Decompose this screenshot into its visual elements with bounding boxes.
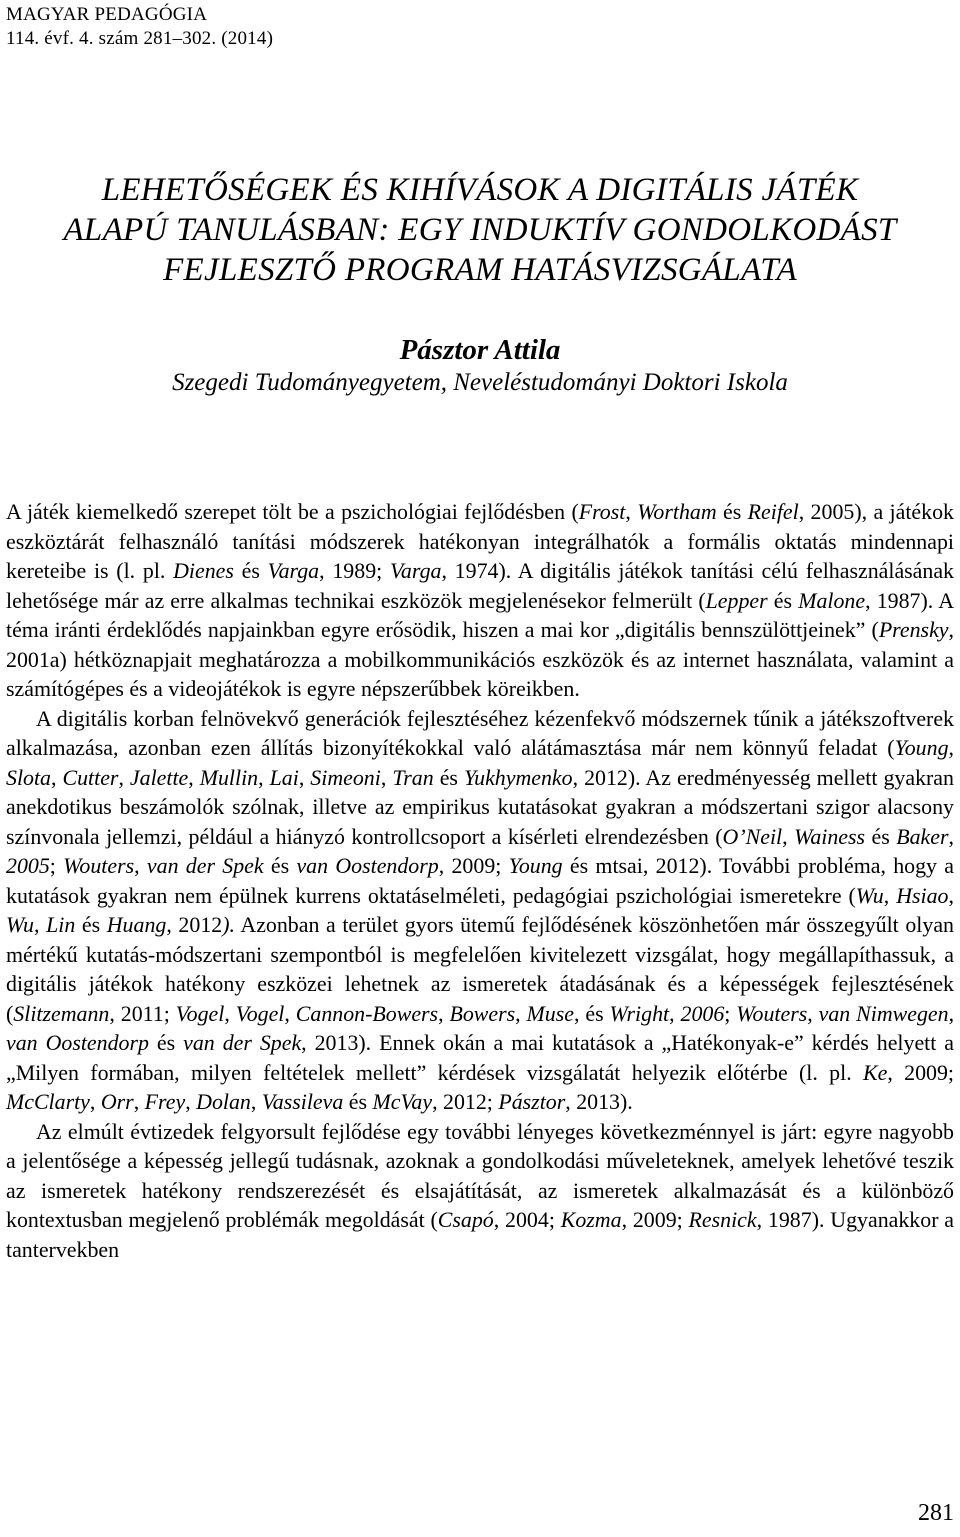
citation-author: Lepper bbox=[705, 587, 768, 613]
citation-author: Wouters bbox=[736, 1000, 808, 1026]
citation-author: Tran bbox=[392, 764, 434, 790]
citation-author: van Nimwegen bbox=[818, 1000, 949, 1026]
citation-author: Huang bbox=[106, 912, 167, 937]
citation-author: Cutter bbox=[62, 764, 119, 790]
citation-author: Baker bbox=[896, 823, 949, 849]
citation-author: Jalette bbox=[129, 764, 189, 790]
title-line: LEHETŐSÉGEK ÉS KIHÍVÁSOK A DIGITÁLIS JÁTÉK bbox=[101, 172, 859, 208]
citation-author: McClarty bbox=[6, 1089, 90, 1114]
paragraph: A digitális korban felnövekvő generációk fejlesztéséhez kézenfekvő módszernek tűnik a játékszoftverek alkalmazása, azonban ezen állítás bizonyítékokkal való alátámasztása már nem könnyű feladat (Young, Slota, Cutter, Jalette, Mullin, Lai, Simeoni, Tran és Yukhymenko, 2012). Az eredményesség mellett gyakran anekdotikus beszámolók szólnak, illetve az empirikus kutatásokat gyakran a módszertani szigor alacsony színvonala jellemzi, például a hiányzó kontrollcsoport a kísérleti elrendezésben (O’Neil, Wainess és Baker, 2005; Wouters, van der Spek és van Oostendorp, 2009; Young és mtsai, 2012). További probléma, hogy a kutatások gyakran nem épülnek kurrens oktatáselméleti, pedagógiai pszichológiai ismeretekre (Wu, Hsiao, Wu, Lin és Huang, 2012). Azonban a terület gyors ütemű fejlődésének köszönhetően már összegyűlt olyan mértékű kutatás-módszertani szempontból is megfelelően kivitelezett vizsgálat, hogy megállapíthassuk, a digitális játékok hatékony eszközei lehetnek az ismeretek átadásának és a képességek fejlesztésének (Slitzemann, 2011; Vogel, Vogel, Cannon-Bowers, Bowers, Muse, és Wright, 2006; Wouters, van Nimwegen, van Oostendorp és van der Spek, 2013). Ennek okán a mai kutatások a „Hatékonyak-e” kérdés helyett a „Milyen formában, milyen feltételek mellett” kérdések vizsgálatát helyezik előtérbe (l. pl. Ke, 2009; McClarty, Orr, Frey, Dolan, Vassileva és McVay, 2012; Pásztor, 2013). bbox=[6, 705, 955, 1114]
citation-author: van Oostendorp bbox=[296, 853, 439, 878]
citation-author: Slota bbox=[6, 764, 51, 790]
citation-author: Vogel bbox=[175, 1000, 225, 1026]
citation-author: van der Spek bbox=[146, 853, 264, 878]
citation-author: ). bbox=[222, 912, 235, 937]
citation-author: Resnick bbox=[688, 1207, 757, 1232]
citation-author: Lin bbox=[46, 912, 76, 937]
author-name: Pásztor Attila bbox=[399, 334, 561, 366]
body-text bbox=[6, 497, 954, 1264]
citation-author: Wainess bbox=[794, 823, 866, 849]
citation-author: O’Neil bbox=[722, 823, 783, 849]
citation-author: Slitzemann bbox=[13, 1000, 110, 1026]
citation-author: Reifel bbox=[747, 499, 799, 524]
article-title bbox=[0, 170, 960, 290]
citation-author: Ke bbox=[863, 1059, 888, 1085]
citation-author: Wright bbox=[609, 1000, 670, 1026]
journal-issue: 114. évf. 4. szám 281–302. (2014) bbox=[6, 28, 274, 49]
citation-author: Csapó bbox=[437, 1207, 494, 1232]
citation-author: Frey bbox=[144, 1089, 186, 1114]
author-affiliation: Szegedi Tudományegyetem, Neveléstudományi Doktori Iskola bbox=[172, 369, 788, 396]
citation-author: 2006 bbox=[680, 1000, 725, 1026]
citation-author: Cannon-Bowers bbox=[295, 1000, 439, 1026]
citation-author: Lai bbox=[269, 764, 299, 790]
page-number: 281 bbox=[918, 1500, 954, 1526]
citation-author: Varga bbox=[267, 558, 320, 583]
citation-author: McVay bbox=[372, 1089, 433, 1114]
citation-author: Wu bbox=[855, 882, 884, 908]
citation-author: van Oostendorp bbox=[6, 1030, 149, 1055]
citation-author: Vogel bbox=[235, 1000, 285, 1026]
citation-author: van der Spek bbox=[183, 1030, 302, 1055]
citation-author: Mullin bbox=[199, 764, 259, 790]
citation-author: Frost bbox=[578, 499, 626, 524]
journal-name: MAGYAR PEDAGÓGIA bbox=[6, 4, 208, 25]
journal-header bbox=[6, 3, 273, 51]
citation-author: Wu bbox=[6, 912, 34, 937]
citation-author: Wortham bbox=[637, 499, 717, 524]
citation-author: Hsiao bbox=[896, 882, 949, 908]
citation-author: Dienes bbox=[173, 558, 234, 583]
citation-author: Prensky bbox=[878, 617, 949, 642]
citation-author: Kozma bbox=[560, 1207, 622, 1232]
citation-author: Vassileva bbox=[261, 1089, 344, 1114]
citation-author: Pásztor bbox=[498, 1089, 566, 1114]
citation-author: 2005 bbox=[6, 853, 50, 878]
citation-author: Varga bbox=[389, 558, 442, 583]
citation-author: Bowers bbox=[449, 1000, 516, 1026]
citation-author: Young bbox=[508, 853, 563, 878]
paragraph: Az elmúlt évtizedek felgyorsult fejlődése egy további lényeges következménnyel is járt: egyre nagyobb a jelentősége a képesség jellegű tudásnak, azoknak a gondolkodási műveleteknek, amelyek lehetővé teszik az ismeretek hatékony rendszerezését és elsajátítását, az ismeretek alkalmazását és a különböző kontextusban megjelenő problémák megoldását (Csapó, 2004; Kozma, 2009; Resnick, 1987). Ugyanakkor a tantervekben bbox=[6, 1118, 955, 1262]
citation-author: Malone bbox=[798, 587, 866, 613]
paragraph: A játék kiemelkedő szerepet tölt be a pszichológiai fejlődésben (Frost, Wortham és Reifel, 2005), a játékok eszköztárát felhasználó tanítási módszerek hatékonyan integrálhatók a formális oktatás mindennapi kereteibe is (l. pl. Dienes és Varga, 1989; Varga, 1974). A digitális játékok tanítási célú felhasználásának lehetősége már az erre alkalmas technikai eszközök megjelenésekor felmerült (Lepper és Malone, 1987). A téma iránti érdeklődés napjainkban egyre erősödik, hiszen a mai kor „digitális bennszülöttjeinek” (Prensky, 2001a) hétköznapjait meghatározza a mobilkommunikációs eszközök és az internet használata, valamint a számítógépes és a videojátékok is egyre népszerűbbek köreikben. bbox=[6, 499, 955, 701]
citation-author: Wouters bbox=[63, 853, 135, 878]
citation-author: Orr bbox=[100, 1089, 134, 1114]
title-line: FEJLESZTŐ PROGRAM HATÁSVIZSGÁLATA bbox=[163, 252, 797, 288]
citation-author: Simeoni bbox=[310, 764, 381, 790]
citation-author: Yukhymenko bbox=[463, 764, 573, 790]
citation-author: Young bbox=[894, 735, 949, 760]
citation-author: Dolan bbox=[196, 1089, 251, 1114]
title-line: ALAPÚ TANULÁSBAN: EGY INDUKTÍV GONDOLKODÁST bbox=[63, 212, 897, 248]
citation-author: Muse bbox=[526, 1000, 574, 1026]
